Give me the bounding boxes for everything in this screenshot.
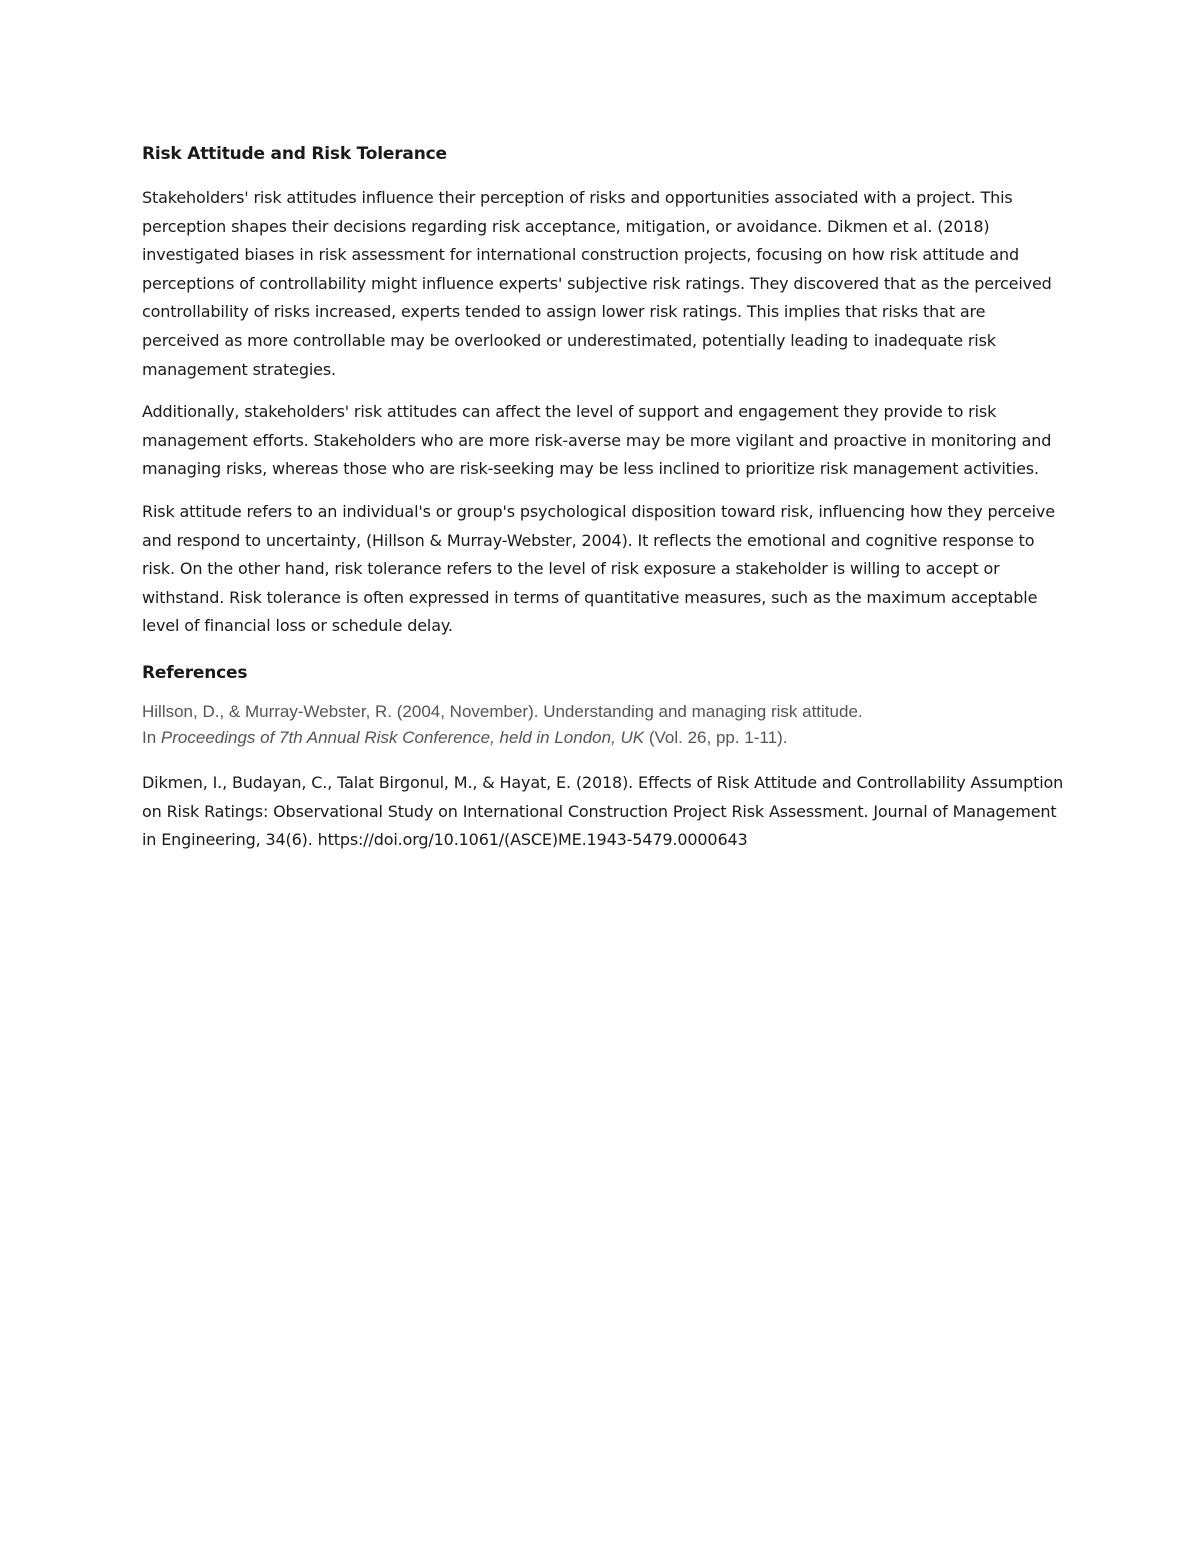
reference-hillson-proceedings: Proceedings of 7th Annual Risk Conference, held in London, UK xyxy=(160,727,645,747)
reference-hillson-line1: Hillson, D., & Murray-Webster, R. (2004, November). Understanding and managing risk attitude. xyxy=(142,701,863,721)
reference-hillson-prefix: In xyxy=(142,727,161,747)
reference-hillson-suffix: (Vol. 26, pp. 1-11). xyxy=(644,727,788,747)
reference-dikmen: Dikmen, I., Budayan, C., Talat Birgonul, M., & Hayat, E. (2018). Effects of Risk Attitude and Controllability Assumption on Risk Ratings: Observational Study on International Construction Project Risk Assessment. Journal of Management in Engineering, 34(6). https://doi.org/10.1061/(ASCE)ME.1943-5479.0000643 xyxy=(142,772,1064,850)
reference-hillson xyxy=(142,699,1067,751)
body-paragraph-3: Risk attitude refers to an individual's or group's psychological disposition toward risk, influencing how they perceive and respond to uncertainty, (Hillson & Murray-Webster, 2004). It reflects the emotional and cognitive response to risk. On the other hand, risk tolerance refers to the level of risk exposure a stakeholder is willing to accept or withstand. Risk tolerance is often expressed in terms of quantitative measures, such as the maximum acceptable level of financial loss or schedule delay. xyxy=(142,501,1055,636)
body-paragraph-2: Additionally, stakeholders' risk attitudes can affect the level of support and engagement they provide to risk management efforts. Stakeholders who are more risk-averse may be more vigilant and proactive in monitoring and managing risks, whereas those who are risk-seeking may be less inclined to prioritize risk management activities. xyxy=(142,402,1052,479)
reference-hillson-line2 xyxy=(142,725,1067,751)
body-paragraph-1: Stakeholders' risk attitudes influence their perception of risks and opportunities associated with a project. This perception shapes their decisions regarding risk acceptance, mitigation, or avoidance. Dikmen et al. (2018) investigated biases in risk assessment for international construction projects, focusing on how risk attitude and perceptions of controllability might influence experts' subjective risk ratings. They discovered that as the perceived controllability of risks increased, experts tended to assign lower risk ratings. This implies that risks that are perceived as more controllable may be overlooked or underestimated, potentially leading to inadequate risk management strategies. xyxy=(142,188,1052,379)
references-heading: References xyxy=(142,662,248,683)
document-content xyxy=(142,140,1067,855)
section-heading: Risk Attitude and Risk Tolerance xyxy=(142,144,447,164)
